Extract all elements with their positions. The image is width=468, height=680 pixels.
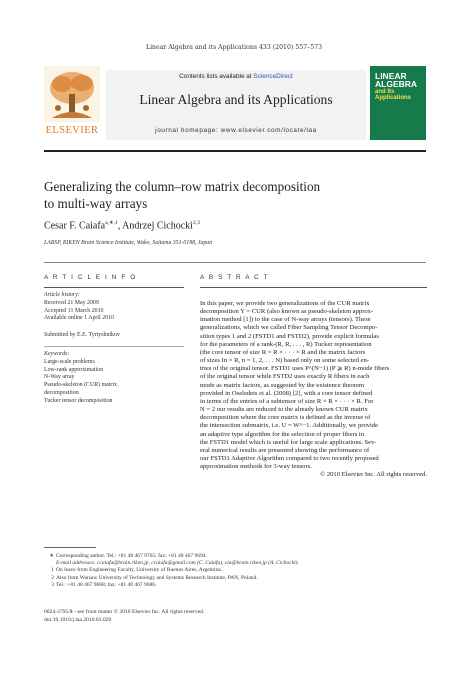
article-history: [44, 292, 184, 323]
history-accepted: Accepted 11 March 2010: [44, 307, 104, 314]
article-title: [44, 178, 404, 212]
history-online: Available online 1 April 2010: [44, 315, 114, 322]
keyword: Large-scale problems: [44, 358, 95, 365]
abstract-line: our FSTD1 Adaptive Algorithm compared to two recently proposed: [200, 454, 379, 462]
journal-homepage[interactable]: journal homepage: www.elsevier.com/locate/laa: [155, 127, 317, 134]
section-rule: [44, 262, 426, 263]
elsevier-tree-icon: [44, 66, 100, 122]
abstract-line: decomposition Y = CUR (also known as pseudo-skeleton approx-: [200, 308, 374, 316]
article-info-heading: A R T I C L E I N F O: [44, 274, 137, 281]
title-line-1: Generalizing the column–row matrix decomposition: [44, 179, 321, 194]
author-2[interactable]: Andrzej Cichocki: [122, 220, 193, 232]
abstract-line: N = 2 our results are reduced to the already known CUR matrix: [200, 406, 368, 414]
contents-prefix: Contents lists available at: [179, 73, 254, 80]
contents-line: [106, 73, 366, 80]
keywords: [44, 351, 184, 406]
keyword: Low-rank approximation: [44, 366, 104, 373]
abstract-line: for the parameters of a rank-(R, R, . . . , R) Tucker representation: [200, 340, 372, 348]
front-matter: [44, 609, 204, 624]
abstract-body: [200, 300, 427, 479]
issn-line: 0024-3795/$ - see front matter © 2010 Elsevier Inc. All rights reserved.: [44, 609, 205, 615]
cover-sub-2: Applications: [375, 95, 412, 102]
abstract-line: provided in Oseledets et al. (2008) [2], with a core tensor defined: [200, 389, 373, 397]
abstract-line: decomposition where the core matrix is defined as the inverse of: [200, 414, 371, 422]
keyword: N-Way array: [44, 374, 75, 381]
abstract-line: tries of the original tensor. FSTD1 uses P^(N−1) (P ⩾ R) n-mode fibers: [200, 365, 390, 373]
abstract-rule: [200, 287, 427, 288]
abstract-line: the FSTD1 model which is useful for large scale applications. Sev-: [200, 438, 377, 446]
submitted-by: Submitted by E.E. Tyrtyshnikov: [44, 332, 120, 338]
footnotes: [44, 553, 426, 589]
history-received: Received 21 May 2009: [44, 299, 99, 306]
elsevier-wordmark: ELSEVIER: [45, 125, 99, 136]
abstract-line: eral numerical results are presented showing the performance of: [200, 446, 370, 454]
author-separator: ,: [117, 220, 123, 232]
cover-line-2: ALGEBRA: [375, 79, 418, 90]
elsevier-logo[interactable]: [44, 66, 100, 138]
sciencedirect-link[interactable]: ScienceDirect: [253, 73, 293, 80]
keywords-rule: [44, 346, 184, 347]
running-head: Linear Algebra and its Applications 433 (2010) 557–573: [145, 44, 323, 51]
abstract-line: generalizations, which we called Fiber Sampling Tensor Decompo-: [200, 324, 378, 332]
abstract-line: the intersection submatrix, i.e. U = W^−1. Additionally, we provide: [200, 422, 379, 430]
footnote-corresponding: ∗ Corresponding author. Tel.: +81 48 467 9765; fax: +81 48 467 9694.: [49, 553, 207, 559]
author-1[interactable]: Cesar F. Caiafa: [44, 220, 106, 232]
journal-name: Linear Algebra and its Applications: [139, 92, 333, 107]
abstract-line: an adaptive type algorithm for the selection of proper fibers in: [200, 430, 365, 438]
abstract-line: In this paper, we provide two generalizations of the CUR matrix: [200, 300, 370, 307]
author-2-marks[interactable]: 2,3: [192, 220, 200, 226]
footnote-emails[interactable]: E-mail addresses: ccaiafa@brain.riken.jp, ccaiafa@gmail.com (C. Caiafa), cia@brain.riken.jp (A. Cichocki).: [56, 560, 299, 567]
abstract-line: approximation methods for 3-way tensors.: [200, 463, 312, 471]
author-1-marks[interactable]: a,∗,1: [105, 220, 118, 226]
abstract-line: (the core tensor of size R × R × · · · × R and the matrix factors: [200, 348, 366, 356]
abstract-line: sition types 1 and 2 (FSTD1 and FSTD2), provide explicit formulas: [200, 332, 379, 340]
abstract-line: mode as matrix factors, as suggested by the existence theorem: [200, 381, 365, 389]
abstract-line: of sizes In × R, n = 1, 2, . . . N) based only on some selected en-: [200, 357, 369, 365]
abstract-line: in terms of the entries of a subtensor of size R × R × · · · × R. For: [200, 397, 374, 405]
cover-sub-1: and Its: [375, 88, 395, 95]
cover-title: [375, 72, 423, 102]
article-info-rule: [44, 287, 184, 288]
cover-line-1: LINEAR: [375, 71, 407, 81]
affiliation: LABSP, RIKEN Brain Science Institute, Wako, Saitama 351-0198, Japan: [44, 240, 213, 246]
title-line-2: to multi-way arrays: [44, 196, 148, 211]
author-list: [44, 220, 200, 231]
copyright: © 2010 Elsevier Inc. All rights reserved.: [320, 471, 427, 479]
keyword: Pseudo-skeleton (CUR) matrix: [44, 382, 117, 389]
footnote-3: 3 Tel.: +81 48 467 9668; fax: +81 48 467 9686.: [51, 581, 157, 588]
history-label: Article history:: [44, 292, 80, 298]
masthead-rule: [44, 150, 426, 152]
keyword: decomposition: [44, 389, 79, 396]
journal-cover[interactable]: [370, 66, 426, 140]
keywords-label: Keywords:: [44, 351, 70, 357]
doi-link[interactable]: doi:10.1016/j.laa.2010.03.020: [44, 616, 112, 623]
footnote-rule: [44, 547, 96, 548]
keyword: Tucker tensor decomposition: [44, 397, 113, 404]
footnote-2: 2 Also from Warsaw University of Technology and Systems Research Institute, PAN, Poland.: [51, 574, 258, 581]
footnote-1: 1 On leave from Engineering Faculty, University of Buenos Aires, Argentina.: [51, 567, 223, 574]
abstract-heading: A B S T R A C T: [200, 274, 270, 281]
abstract-line: of the original tensor while FSTD2 uses exactly R fibers in each: [200, 373, 370, 381]
abstract-line: imation method [1]) to the case of N-way arrays (tensors). These: [200, 316, 371, 324]
